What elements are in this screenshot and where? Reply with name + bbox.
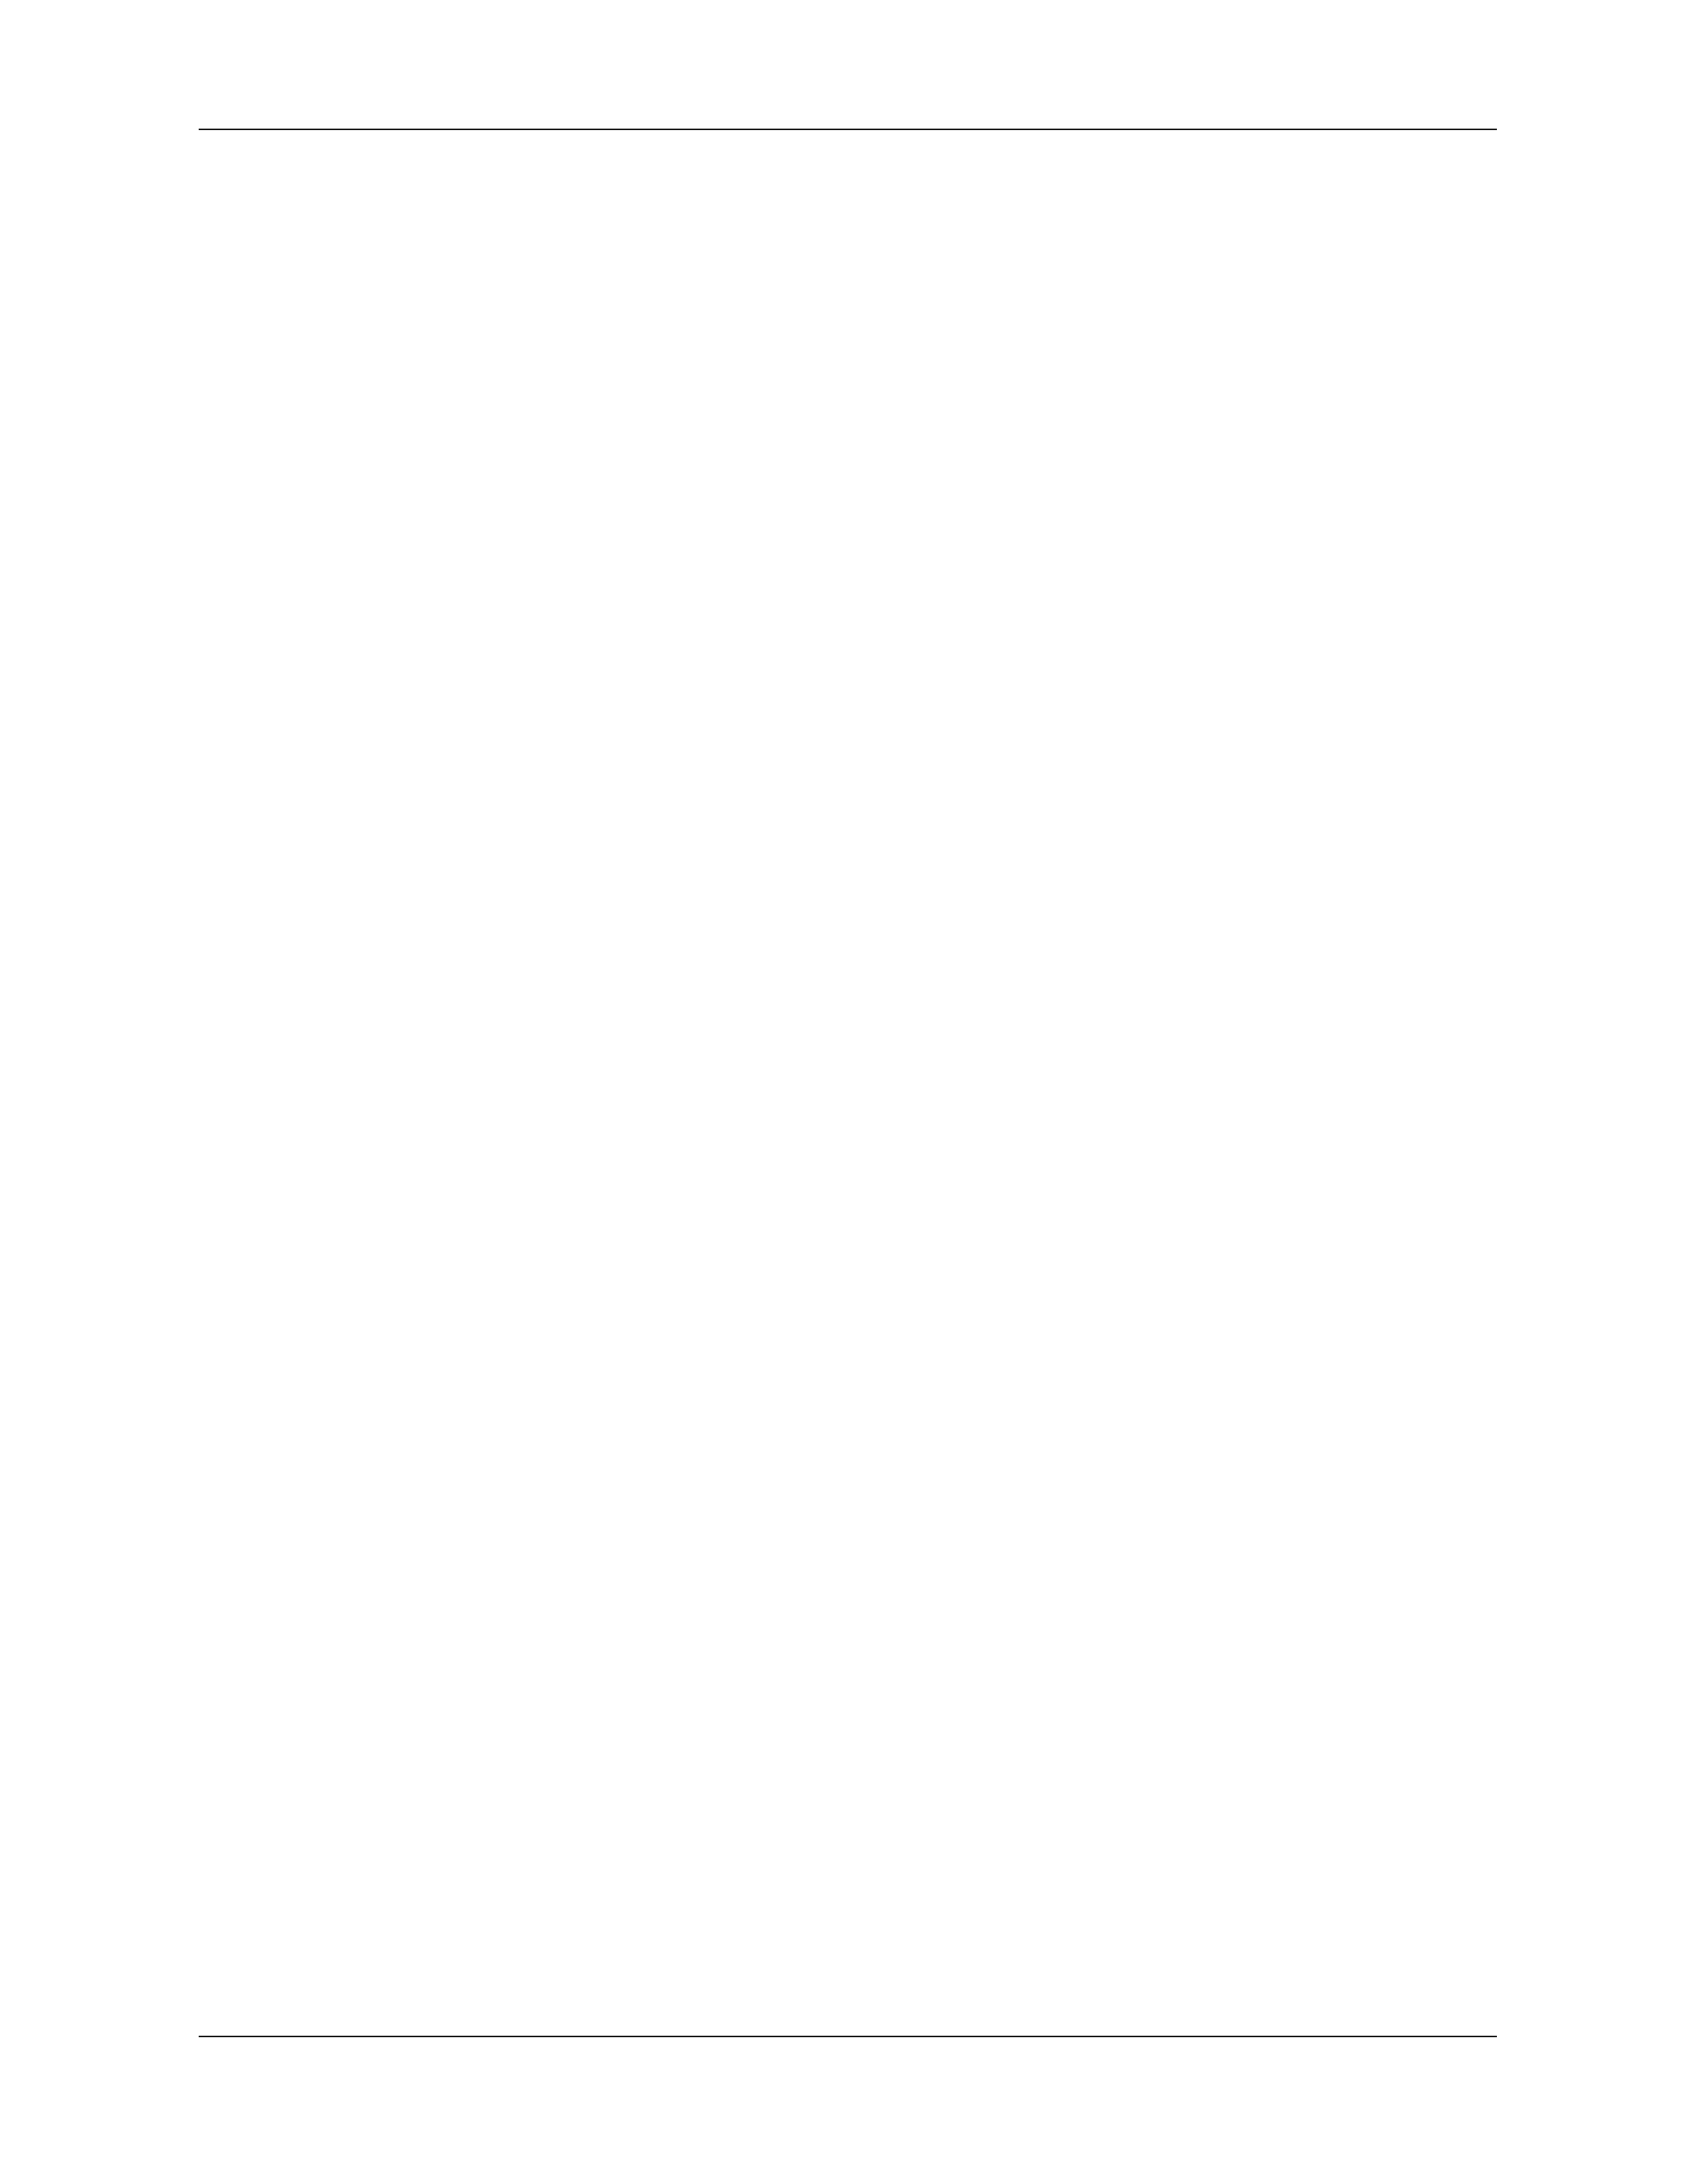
- page-footer: [199, 2036, 1497, 2085]
- page-header: [199, 92, 1497, 130]
- section-heading: [199, 738, 220, 788]
